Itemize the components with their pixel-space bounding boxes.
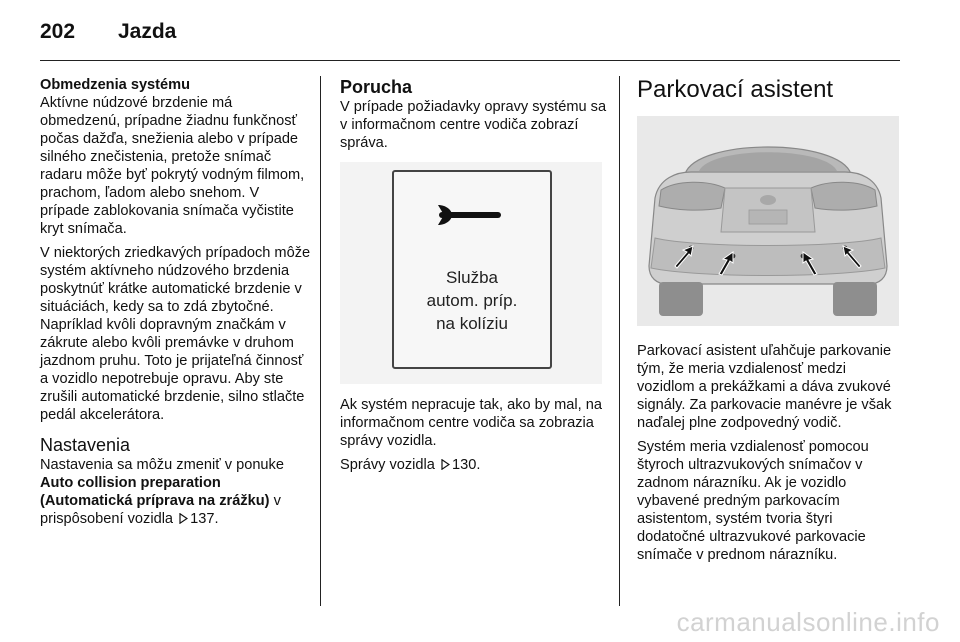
fault-paragraph-1: V prípade požiadavky opravy systému sa v informačnom centre vodiča zobrazí správa. — [340, 99, 607, 151]
page-reference-icon — [179, 513, 188, 524]
column-right — [637, 76, 903, 570]
wrench-icon — [436, 202, 510, 228]
column-divider-2 — [619, 76, 620, 606]
settings-heading: Nastavenia — [40, 435, 131, 455]
parking-paragraph-2: Systém meria vzdialenosť pomocou štyroch ultrazvukových snímačov v zadnom nárazníku. Ak je vozidlo vybavené predným parkovacím asistentom, systém tvoria štyri dodatočné ultrazvukové parkovacie snímače v prednom nárazníku. — [637, 439, 869, 563]
display-line-2: autom. príp. — [426, 291, 518, 310]
settings-text-pre: Nastavenia sa môžu zmeniť v ponuke — [40, 457, 284, 473]
car-rear-illustration — [637, 116, 899, 326]
display-frame — [392, 170, 552, 369]
fault-page-ref[interactable]: 130. — [451, 457, 481, 473]
fault-paragraph-3 — [340, 456, 612, 474]
display-line-3: na kolíziu — [436, 314, 508, 333]
fault-paragraph-2: Ak systém nepracuje tak, ako by mal, na informačnom centre vodiča sa zobrazia správy vozidla. — [340, 397, 602, 449]
car-rear-figure — [637, 116, 899, 326]
column-middle — [340, 76, 612, 480]
settings-paragraph — [40, 456, 312, 528]
fault-heading: Porucha — [340, 77, 413, 97]
header-rule — [40, 60, 900, 61]
limits-paragraph-2: V niektorých zriedkavých prípadoch môže systém aktívneho núdzového brzdenia poskytnúť krátke automatické brzdenie v situáciách, kedy sa to zdá zbytočné. Napríklad kvôli dopravným značkám v zákrute alebo kvôli premávke v druhom jazdnom pruhu. Toto je prijateľná činnosť a vozidlo nepotrebuje opravu. Aby ste zrušili automatické brzdenie, silno stlačte pedál akcelerátora. — [40, 245, 311, 423]
settings-page-ref[interactable]: 137. — [190, 511, 219, 527]
fault-text-pre: Správy vozidla — [340, 457, 439, 473]
settings-text-mid: v prispôsobení vozidla — [40, 493, 281, 527]
column-divider-1 — [320, 76, 321, 606]
display-line-1: Služba — [446, 268, 498, 287]
limits-heading: Obmedzenia systému — [40, 77, 191, 93]
parking-paragraph-1: Parkovací asistent uľahčuje parkovanie tým, že meria vzdialenosť medzi vozidlom a prekážkami a dáva zvukové signály. Za parkovacie manévre je však naďalej plne zodpovedný vodič. — [637, 343, 892, 431]
section-title: Parkovací asistent — [637, 76, 834, 103]
chapter-title: Jazda — [118, 20, 177, 43]
column-left — [40, 76, 312, 534]
page-number: 202 — [40, 20, 76, 43]
driver-info-display-figure — [340, 162, 602, 384]
watermark: carmanualsonline.info — [676, 607, 940, 637]
limits-paragraph-1: Aktívne núdzové brzdenie má obmedzenú, prípadne žiadnu funkčnosť počas dažďa, snežienia alebo v prípade silného znečistenia, pretože snímač radaru môže byť pokrytý vodným filmom, prachom, ľadom alebo snehom. V prípade zablokovania snímača vyčistite kryt snímača. — [40, 95, 305, 237]
display-message — [394, 266, 550, 335]
page-reference-icon — [441, 459, 450, 470]
settings-menu-name: Auto collision preparation (Automatická príprava na zrážku) — [40, 475, 270, 509]
